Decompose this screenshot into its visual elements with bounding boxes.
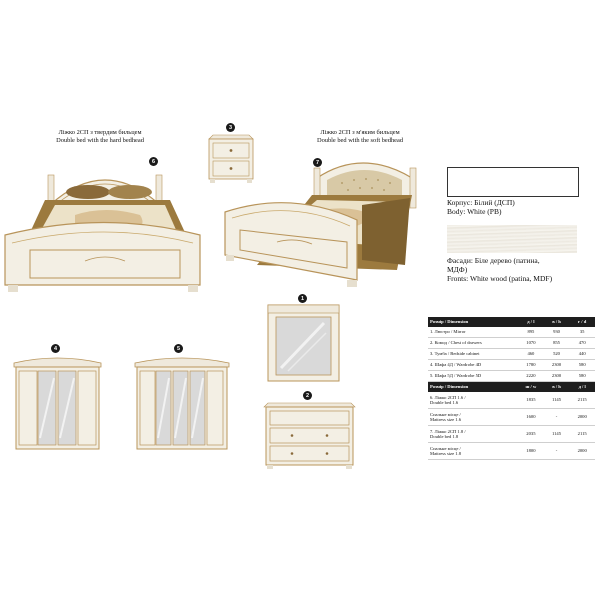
table-row <box>428 392 595 409</box>
table-cell: 855 <box>544 338 570 349</box>
body-material-ua: Корпус: Білий (ДСП) <box>447 198 515 207</box>
table-cell: 1600 <box>518 409 544 426</box>
table-cell: 2035 <box>518 426 544 443</box>
fronts-material <box>447 256 552 283</box>
table-cell: 2115 <box>569 392 595 409</box>
table-cell: 460 <box>518 349 544 360</box>
table-cell: 930 <box>544 327 570 338</box>
table-cell-line: Спальне місце / <box>430 411 461 417</box>
table-header-col: ш / w <box>518 382 544 393</box>
bed-hard-image <box>0 155 210 295</box>
table-header-row <box>428 382 595 393</box>
bed-soft-number: 7 <box>313 158 322 167</box>
bedside-number: 3 <box>226 123 235 132</box>
table-cell: - <box>544 443 570 460</box>
bed-hard-caption-en: Double bed with the hard bedhead <box>56 137 144 144</box>
dimension-table <box>428 317 595 460</box>
table-cell-line: Mattress size 1.6 <box>430 417 462 422</box>
bed-hard-caption <box>40 129 160 145</box>
table-header-col: в / h <box>544 382 570 393</box>
table-cell: 1070 <box>518 338 544 349</box>
table-cell-line: 6. Ліжко 2СП 1.6 / <box>430 394 466 400</box>
body-material <box>447 198 515 216</box>
table-cell: 520 <box>544 349 570 360</box>
table-header-col: д / l <box>518 317 544 327</box>
table-cell: 895 <box>518 327 544 338</box>
table-header-label: Розмір / Dimension <box>428 317 518 327</box>
chest-of-drawers-image <box>262 401 357 471</box>
table-header-label: Розмір / Dimension <box>428 382 518 393</box>
table-cell: 2300 <box>544 371 570 382</box>
fronts-color-swatch <box>447 225 577 253</box>
table-cell <box>428 443 518 460</box>
fronts-material-ua-2: МДФ) <box>447 265 468 274</box>
table-cell: 1800 <box>518 443 544 460</box>
table-header-row <box>428 317 595 327</box>
table-cell: 470 <box>569 338 595 349</box>
table-row <box>428 338 595 349</box>
table-cell: 2115 <box>569 426 595 443</box>
table-cell: 580 <box>569 371 595 382</box>
table-cell: 2000 <box>569 443 595 460</box>
body-material-en: Body: White (PB) <box>447 207 502 216</box>
table-cell: 1780 <box>518 360 544 371</box>
table-header-col: в / h <box>544 317 570 327</box>
table-cell: 2000 <box>569 409 595 426</box>
fronts-material-en: Fronts: White wood (patina, MDF) <box>447 274 553 283</box>
wardrobe-5d-image <box>132 353 232 453</box>
table-cell: 2300 <box>544 360 570 371</box>
table-header-col: г / d <box>569 317 595 327</box>
table-cell: 1145 <box>544 426 570 443</box>
table-cell <box>428 409 518 426</box>
table-header-col: д / l <box>569 382 595 393</box>
table-cell <box>428 426 518 443</box>
table-cell: 35 <box>569 327 595 338</box>
table-row <box>428 327 595 338</box>
bed-hard-caption-ua: Ліжко 2СП з твердим бильцем <box>58 129 142 136</box>
bed-soft-image <box>222 150 427 295</box>
table-cell: 2. Комод / Chest of drawers <box>428 338 518 349</box>
table-cell: 2220 <box>518 371 544 382</box>
table-cell: 3. Тумба / Bedside cabinet <box>428 349 518 360</box>
table-row <box>428 349 595 360</box>
table-row <box>428 443 595 460</box>
fronts-material-ua-1: Фасади: Біле дерево (патина, <box>447 256 540 265</box>
table-row <box>428 360 595 371</box>
table-cell: 440 <box>569 349 595 360</box>
mirror-number: 1 <box>298 294 307 303</box>
body-color-swatch <box>447 167 579 197</box>
bed-hard-number: 6 <box>149 157 158 166</box>
wardrobe-4d-image <box>10 353 105 453</box>
table-cell: 580 <box>569 360 595 371</box>
table-cell-line: Mattress size 1.8 <box>430 451 462 456</box>
table-row <box>428 409 595 426</box>
table-cell: 1. Люстро / Mirror <box>428 327 518 338</box>
table-cell-line: 7. Ліжко 2СП 1.8 / <box>430 428 466 434</box>
table-cell <box>428 392 518 409</box>
table-cell: 4. Шафа 4Д / Wardrobe 4D <box>428 360 518 371</box>
table-row <box>428 371 595 382</box>
table-cell: - <box>544 409 570 426</box>
wardrobe-4d-number: 4 <box>51 344 60 353</box>
bed-soft-caption <box>300 129 420 145</box>
table-cell-line: Double bed 1.8 <box>430 434 459 439</box>
table-cell: 1835 <box>518 392 544 409</box>
wardrobe-5d-number: 5 <box>174 344 183 353</box>
chest-number: 2 <box>303 391 312 400</box>
table-cell: 1145 <box>544 392 570 409</box>
mirror-image <box>266 303 341 383</box>
table-cell-line: Double bed 1.6 <box>430 400 459 405</box>
table-cell-line: Спальне місце / <box>430 445 461 451</box>
table-cell: 5. Шафа 5Д / Wardrobe 5D <box>428 371 518 382</box>
bed-soft-caption-ua: Ліжко 2СП з м'яким бильцем <box>320 129 400 136</box>
bed-soft-caption-en: Double bed with the soft bedhead <box>316 137 404 144</box>
table-row <box>428 426 595 443</box>
